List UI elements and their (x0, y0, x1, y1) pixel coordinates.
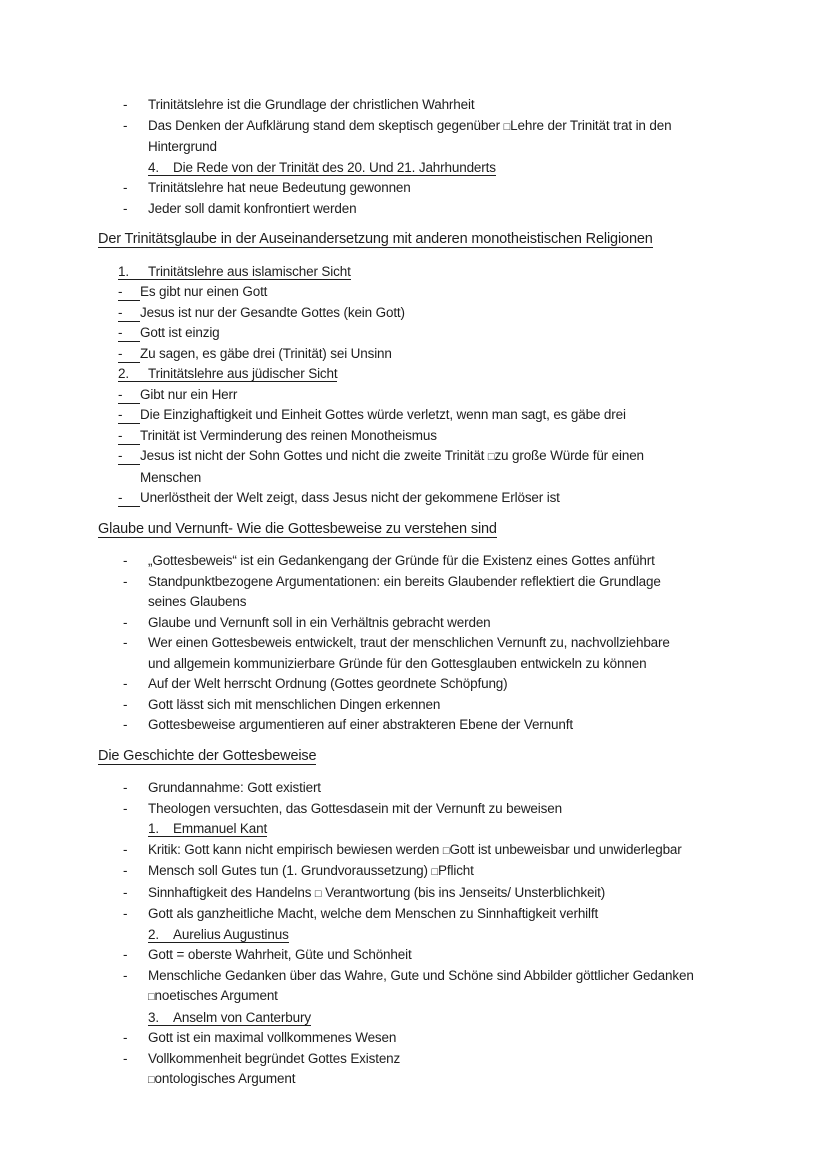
item-text: Trinitätslehre aus jüdischer Sicht (148, 366, 338, 381)
list-item (98, 695, 738, 716)
section-heading (98, 229, 738, 250)
dash-bullet-marker: - (118, 385, 140, 404)
item-text: Kritik: Gott kann nicht empirisch bewiesen werden □Gott ist unbeweisbar und unwiderlegbar (148, 841, 682, 857)
list-item (98, 778, 738, 799)
dash-bullet-marker: - (123, 967, 128, 983)
dash-bullet-marker: - (118, 405, 140, 424)
dash-bullet-marker: - (123, 97, 128, 112)
dash-bullet-marker: - (123, 906, 128, 921)
dash-bullet-marker: - (118, 426, 140, 445)
dash-bullet-marker: - (123, 1050, 128, 1066)
list-item (98, 446, 738, 468)
list-item (98, 1049, 738, 1070)
item-number: 2. (118, 366, 129, 381)
list-item (98, 945, 738, 966)
section-1 (98, 229, 738, 509)
dash-bullet-marker: - (123, 200, 128, 216)
item-text: Gott lässt sich mit menschlichen Dingen erkennen (148, 696, 441, 712)
item-text: Jeder soll damit konfrontiert werden (148, 200, 357, 216)
dash-bullet-marker: - (118, 446, 140, 465)
item-number: 4. (148, 159, 159, 175)
list-item (98, 861, 738, 883)
item-number: 1. (148, 821, 159, 836)
numbered-subheading-text (118, 264, 351, 280)
item-text: Trinitätslehre aus islamischer Sicht (148, 263, 351, 279)
item-text: Gott als ganzheitliche Macht, welche dem Menschen zu Sinnhaftigkeit verhilft (148, 906, 599, 921)
item-text: Gott ist ein maximal vollkommenes Wesen (148, 1030, 397, 1045)
item-text: seines Glaubens (148, 594, 247, 609)
missing-glyph-box: □ (148, 991, 155, 1003)
item-text: Anselm von Canterbury (173, 1009, 311, 1025)
item-text: Theologen versuchten, das Gottesdasein mit der Vernunft zu beweisen (148, 800, 562, 816)
continuation-line (98, 986, 738, 1008)
numbered-subheading-text (148, 821, 267, 837)
list-item (98, 572, 738, 593)
dash-bullet-marker: - (118, 303, 140, 322)
item-number: 1. (118, 263, 129, 279)
list-item (98, 674, 738, 695)
continuation-line (98, 592, 738, 613)
item-text: Menschen (140, 469, 202, 485)
missing-glyph-box: □ (442, 844, 450, 857)
dash-bullet-marker: - (123, 800, 128, 816)
list-item (98, 199, 738, 220)
numbered-subheading-text (148, 927, 289, 943)
item-text: Mensch soll Gutes tun (1. Grundvoraussetzung) □Pflicht (148, 863, 474, 878)
item-text: Trinitätslehre hat neue Bedeutung gewonnen (148, 180, 411, 195)
section-2 (98, 519, 738, 736)
dash-bullet-marker: - (118, 282, 140, 301)
item-text: Es gibt nur einen Gott (140, 284, 268, 299)
list-item (98, 116, 738, 138)
item-text: Die Rede von der Trinität des 20. Und 21. Jahrhunderts (173, 159, 496, 175)
numbered-subheading (98, 1008, 738, 1029)
list-item (98, 613, 738, 634)
dash-bullet-marker: - (123, 1030, 128, 1045)
item-text: Wer einen Gottesbeweis entwickelt, traut der menschlichen Vernunft zu, nachvollziehbare (148, 635, 670, 650)
item-text: □noetisches Argument (148, 988, 278, 1003)
dash-bullet-marker: - (123, 884, 128, 900)
list-item (98, 488, 738, 509)
item-text: Die Einzighaftigkeit und Einheit Gottes würde verletzt, wenn man sagt, es gäbe drei (140, 407, 626, 422)
numbered-subheading (98, 925, 738, 946)
item-text: Auf der Welt herrscht Ordnung (Gottes geordnete Schöpfung) (148, 676, 508, 691)
section-0 (98, 95, 738, 219)
item-text: Sinnhaftigkeit des Handelns □ Verantwortung (bis ins Jenseits/ Unsterblichkeit) (148, 884, 606, 900)
item-text: □ontologisches Argument (148, 1071, 296, 1086)
numbered-subheading (98, 158, 738, 179)
item-text: Vollkommenheit begründet Gottes Existenz (148, 1050, 401, 1066)
list-item (98, 426, 738, 447)
list-item (98, 799, 738, 820)
item-text: Gott = oberste Wahrheit, Güte und Schönheit (148, 947, 412, 962)
dash-bullet-marker: - (123, 696, 128, 712)
item-text: Jesus ist nicht der Sohn Gottes und nicht die zweite Trinität □zu große Würde für einen (140, 448, 644, 463)
item-text: Trinität ist Verminderung des reinen Monotheismus (140, 427, 437, 443)
continuation-line (98, 468, 738, 489)
item-text: Menschliche Gedanken über das Wahre, Gute und Schöne sind Abbilder göttlicher Gedanken (148, 967, 694, 983)
list-item (98, 904, 738, 925)
list-item (98, 551, 738, 572)
item-number: 3. (148, 1009, 159, 1025)
dash-bullet-marker: - (123, 841, 128, 857)
numbered-subheading-text (118, 366, 337, 382)
item-text: Zu sagen, es gäbe drei (Trinität) sei Unsinn (140, 345, 392, 361)
list-item (98, 883, 738, 905)
section-heading (98, 519, 738, 540)
item-text: Das Denken der Aufklärung stand dem skeptisch gegenüber □Lehre der Trinität trat in den (148, 117, 672, 133)
item-text: Unerlöstheit der Welt zeigt, dass Jesus nicht der gekommene Erlöser ist (140, 490, 560, 505)
list-item (98, 323, 738, 344)
missing-glyph-box: □ (431, 866, 439, 878)
item-number: 2. (148, 926, 159, 942)
section-heading-text: Die Geschichte der Gottesbeweise (98, 747, 317, 764)
item-text: Grundannahme: Gott existiert (148, 780, 321, 795)
list-item (98, 95, 738, 116)
section-heading-text: Glaube und Vernunft- Wie die Gottesbeweise zu verstehen sind (98, 520, 497, 537)
item-text: Gottesbeweise argumentieren auf einer abstrakteren Ebene der Vernunft (148, 717, 573, 732)
dash-bullet-marker: - (123, 863, 128, 878)
dash-bullet-marker: - (123, 117, 128, 133)
dash-bullet-marker: - (123, 614, 128, 630)
list-item (98, 633, 738, 654)
missing-glyph-box: □ (503, 120, 511, 133)
dash-bullet-marker: - (118, 323, 140, 342)
missing-glyph-box: □ (148, 1074, 155, 1086)
list-item (98, 178, 738, 199)
dash-bullet-marker: - (123, 180, 128, 195)
missing-glyph-box: □ (487, 451, 495, 463)
numbered-subheading-text (148, 160, 496, 176)
item-text: Hintergrund (148, 139, 217, 154)
dash-bullet-marker: - (118, 488, 140, 507)
continuation-line (98, 654, 738, 675)
dash-bullet-marker: - (123, 553, 128, 568)
list-item (98, 715, 738, 736)
item-text: Emmanuel Kant (173, 821, 268, 836)
numbered-subheading (98, 364, 738, 385)
continuation-line (98, 1069, 738, 1091)
numbered-subheading-text (148, 1010, 311, 1026)
item-text: Gibt nur ein Herr (140, 386, 238, 402)
list-item (98, 344, 738, 365)
continuation-line (98, 137, 738, 158)
missing-glyph-box: □ (314, 887, 322, 900)
item-text: Glaube und Vernunft soll in ein Verhältnis gebracht werden (148, 614, 491, 630)
section-heading-text: Der Trinitätsglaube in der Auseinandersetzung mit anderen monotheistischen Religionen (98, 231, 653, 247)
list-item (98, 385, 738, 406)
dash-bullet-marker: - (123, 635, 128, 650)
list-item (98, 282, 738, 303)
list-item (98, 966, 738, 987)
item-text: Trinitätslehre ist die Grundlage der christlichen Wahrheit (148, 97, 475, 112)
list-item (98, 1028, 738, 1049)
section-heading (98, 746, 738, 767)
item-text: und allgemein kommunizierbare Gründe für den Gottesglauben entwickeln zu können (148, 655, 647, 671)
list-item (98, 405, 738, 426)
dash-bullet-marker: - (123, 780, 128, 795)
numbered-subheading (98, 262, 738, 283)
item-text: „Gottesbeweis“ ist ein Gedankengang der Gründe für die Existenz eines Gottes anführt (148, 553, 655, 568)
list-item (98, 303, 738, 324)
section-3 (98, 746, 738, 1091)
dash-bullet-marker: - (123, 947, 128, 962)
item-text: Jesus ist nur der Gesandte Gottes (kein Gott) (140, 304, 405, 320)
item-text: Aurelius Augustinus (173, 926, 289, 942)
numbered-subheading (98, 819, 738, 840)
dash-bullet-marker: - (123, 573, 128, 589)
dash-bullet-marker: - (123, 717, 128, 732)
item-text: Standpunktbezogene Argumentationen: ein bereits Glaubender reflektiert die Grundlage (148, 573, 661, 589)
item-text: Gott ist einzig (140, 325, 220, 340)
list-item (98, 840, 738, 862)
dash-bullet-marker: - (118, 344, 140, 363)
dash-bullet-marker: - (123, 676, 128, 691)
